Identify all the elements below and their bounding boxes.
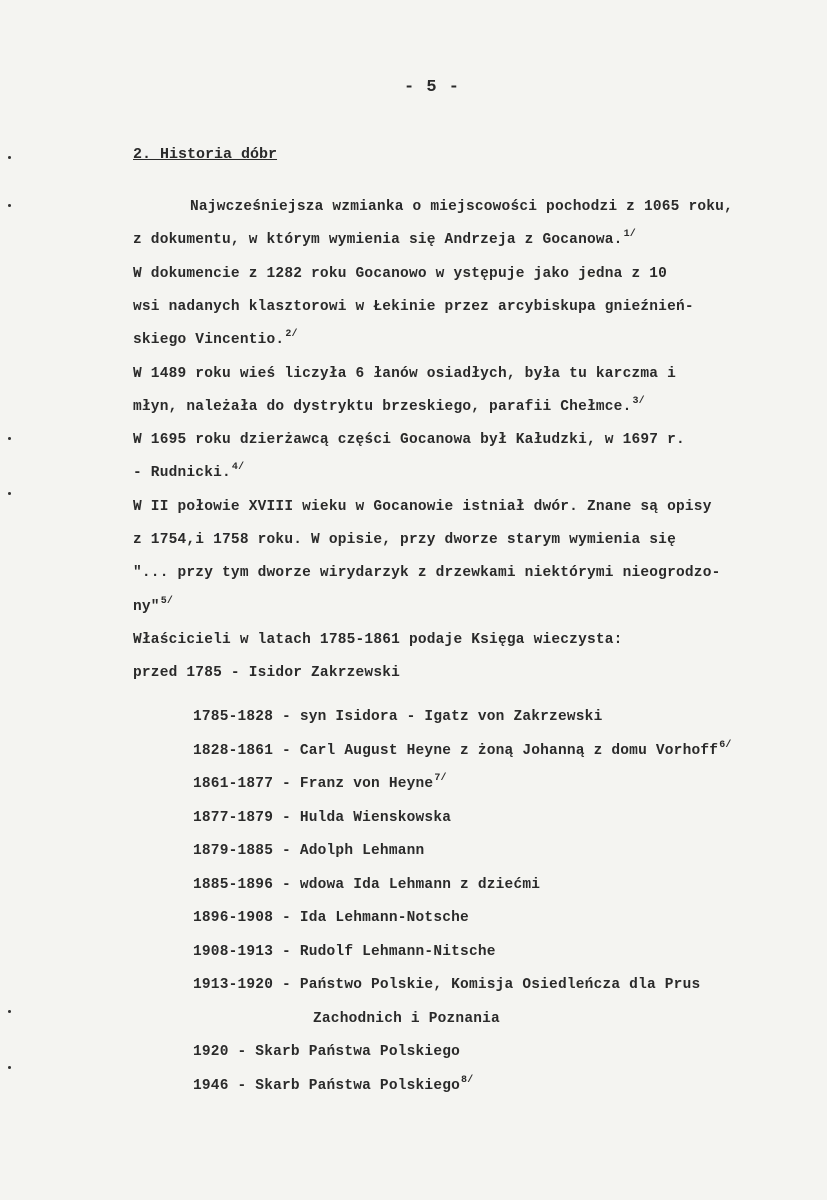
line-text: 1908-1913 - Rudolf Lehmann-Nitsche [193,943,496,960]
owner-entry [193,1044,460,1060]
line-text: 1920 - Skarb Państwa Polskiego [193,1044,461,1060]
owner-entry [193,877,540,893]
line-text: 1877-1879 - Hulda Wienskowska [193,809,452,826]
line-text: "... przy tym dworze wirydarzyk z drzewkami niektórymi nieogrodzo- [133,565,721,582]
paragraph-line [133,266,667,282]
owner-entry [193,910,469,926]
line-text: 1946 - Skarb Państwa Polskiego [193,1077,461,1094]
paragraph-line [133,299,694,315]
line-text: Zachodnich i Poznania [313,1010,500,1027]
owner-entry [193,1074,474,1094]
paragraph-line [133,229,636,249]
line-text: 1828-1861 - Carl August Heyne z żoną Johanną z domu Vorhoff [193,742,719,759]
line-text: W dokumencie z 1282 roku Gocanowo w ystępuje jako jedna z 10 [133,265,668,282]
paragraph-line [133,432,685,448]
punch-mark [8,437,11,440]
section-heading: 2. Historia dóbr [133,146,278,163]
owner-entry [193,977,700,993]
line-text: ny" [133,598,160,615]
owner-entry [193,739,732,759]
line-text: młyn, należała do dystryktu brzeskiego, parafii Chełmce. [133,398,632,415]
line-text: przed 1785 - Isidor Zakrzewski [133,665,401,682]
line-text: W II połowie XVIII wieku w Gocanowie istniał dwór. Znane są opisy [133,498,712,515]
owner-entry [193,709,602,725]
owner-entry [193,944,496,960]
paragraph-line [133,595,174,615]
footnote-ref: 5/ [160,595,174,607]
line-text: 1785-1828 - syn Isidora - Igatz von Zakrzewski [193,709,603,725]
line-text: 1913-1920 - Państwo Polskie, Komisja Osiedleńcza dla Prus [193,977,701,993]
footnote-ref: 1/ [623,229,636,241]
paragraph-line [133,532,676,548]
footnote-ref: 4/ [231,462,245,474]
line-text: W 1695 roku dzierżawcą części Gocanowa był Kałudzki, w 1697 r. [133,432,685,449]
punch-mark [8,204,11,207]
paragraph-line [133,632,623,648]
footnote-ref: 6/ [719,739,732,751]
line-text: Właścicieli w latach 1785-1861 podaje Księga wieczysta: [133,631,623,648]
punch-mark [8,1010,11,1013]
line-text: skiego Vincentio. [133,332,285,349]
paragraph-line [133,665,400,681]
paragraph-line [133,366,676,382]
paragraph-line [190,199,733,215]
line-text: Najwcześniejsza wzmianka o miejscowości pochodzi z 1065 roku, [190,199,733,215]
paragraph-line [133,395,645,415]
owner-entry [193,773,447,792]
line-text: 1885-1896 - wdowa Ida Lehmann z dziećmi [193,876,541,893]
owner-entry [313,1011,500,1027]
paragraph-line [133,499,712,515]
line-text: 1861-1877 - Franz von Heyne [193,776,434,792]
line-text: 1879-1885 - Adolph Lehmann [193,843,425,859]
footnote-ref: 2/ [285,329,298,341]
paragraph-line [133,329,298,349]
owner-entry [193,810,451,826]
line-text: z dokumentu, w którym wymienia się Andrzeja z Gocanowa. [133,232,623,249]
punch-mark [8,1066,11,1069]
footnote-ref: 3/ [632,395,645,407]
footnote-ref: 7/ [434,773,447,784]
owner-entry [193,843,424,859]
punch-mark [8,492,11,495]
line-text: z 1754,i 1758 roku. W opisie, przy dworze starym wymienia się [133,532,676,548]
line-text: W 1489 roku wieś liczyła 6 łanów osiadłych, była tu karczma i [133,365,676,382]
paragraph-line [133,565,721,581]
footnote-ref: 8/ [461,1074,474,1086]
punch-mark [8,156,11,159]
page-number: - 5 - [404,78,461,97]
line-text: - Rudnicki. [133,465,231,482]
line-text: 1896-1908 - Ida Lehmann-Notsche [193,910,469,926]
paragraph-line [133,462,245,482]
line-text: wsi nadanych klasztorowi w Łekinie przez arcybiskupa gnieźnień- [133,298,694,315]
